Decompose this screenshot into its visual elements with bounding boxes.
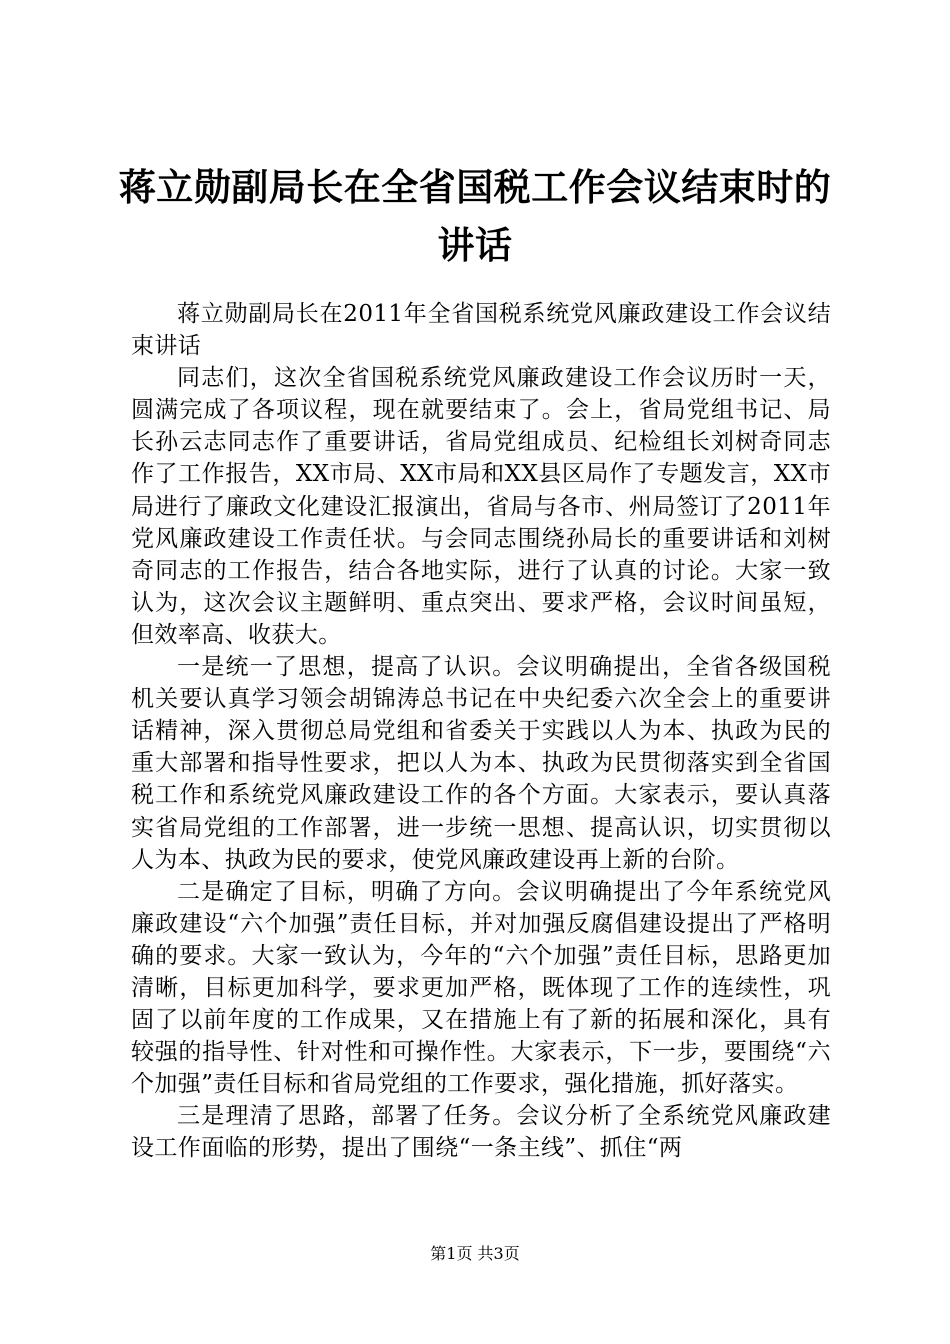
paragraph-opening: 同志们，这次全省国税系统党风廉政建设工作会议历时一天，圆满完成了各项议程，现在就要结束了。会上，省局党组书记、局长孙云志同志作了重要讲话，省局党组成员、纪检组长刘树奇同志作了工作报告，XX市局、XX市局和XX县区局作了专题发言，XX市局进行了廉政文化建设汇报演出，省局与各市、州局签订了2011年党风廉政建设工作责任状。与会同志围绕孙局长的重要讲话和刘树奇同志的工作报告，结合各地实际，进行了认真的讨论。大家一致认为，这次会议主题鲜明、重点突出、要求严格，会议时间虽短，但效率高、收获大。 — [131, 365, 831, 648]
paragraph-point-two: 二是确定了目标，明确了方向。会议明确提出了今年系统党风廉政建设“六个加强”责任目标，并对加强反腐倡建设提出了严格明确的要求。大家一致认为，今年的“六个加强”责任目标，思路更加清晰，目标更加科学，要求更加严格，既体现了工作的连续性，巩固了以前年度的工作成果，又在措施上有了新的拓展和深化，具有较强的指导性、针对性和可操作性。大家表示，下一步，要围绕“六个加强”责任目标和省局党组的工作要求，强化措施，抓好落实。 — [131, 878, 831, 1098]
page-footer: 第1页 共3页 — [430, 1244, 520, 1263]
paragraph-subtitle: 蒋立勋副局长在2011年全省国税系统党风廉政建设工作会议结束讲话 — [131, 301, 831, 360]
paragraph-point-one: 一是统一了思想，提高了认识。会议明确提出，全省各级国税机关要认真学习领会胡锦涛总书记在中央纪委六次全会上的重要讲话精神，深入贯彻总局党组和省委关于实践以人为本、执政为民的重大部署和指导性要求，把以人为本、执政为民贯彻落实到全省国税工作和系统党风廉政建设工作的各个方面。大家表示，要认真落实省局党组的工作部署，进一步统一思想、提高认识，切实贯彻以人为本、执政为民的要求，使党风廉政建设再上新的台阶。 — [131, 654, 831, 873]
document-title: 蒋立勋副局长在全省国税工作会议结束时的讲话 — [118, 165, 832, 267]
paragraph-point-three: 三是理清了思路，部署了任务。会议分析了全系统党风廉政建设工作面临的形势，提出了围绕“一条主线”、抓住“两 — [131, 1103, 831, 1162]
document-body — [131, 298, 831, 1165]
